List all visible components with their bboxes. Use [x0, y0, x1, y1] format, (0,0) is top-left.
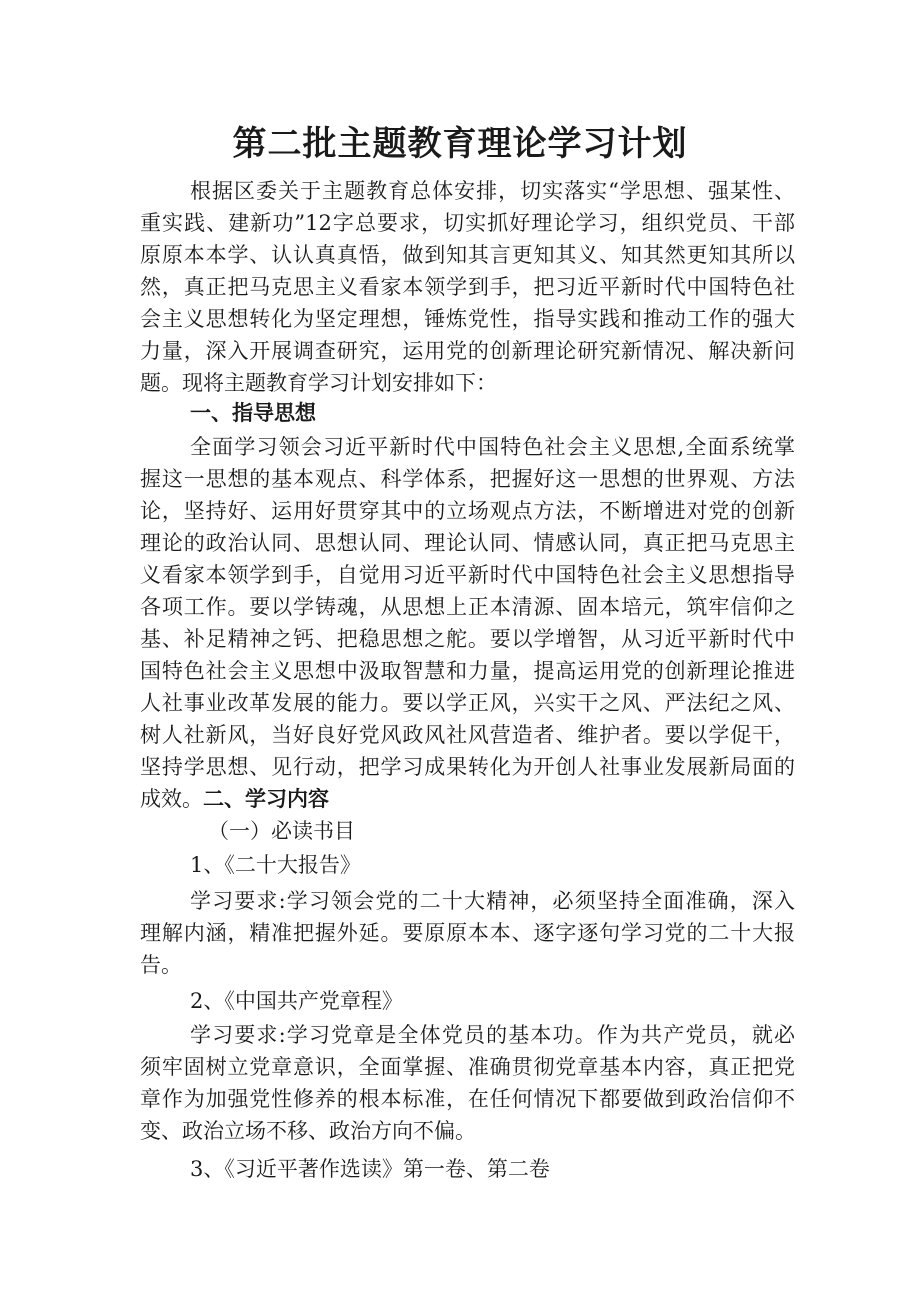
- body-line: 章作为加强党性修养的根本标准，在任何情况下都要做到政治信仰不: [140, 1087, 795, 1111]
- body-line: [140, 784, 795, 814]
- body-line: 坚持学思想、见行动，把学习成果转化为开创人社事业发展新局面的: [140, 755, 795, 779]
- body-line: 须牢固树立党章意识，全面掌握、准确贯彻党章基本内容，真正把党: [140, 1055, 795, 1079]
- body-line: 树人社新风，当好良好党风政风社风营造者、维护者。要以学促干，: [140, 723, 795, 747]
- body-line: 变、政治立场不移、政治方向不偏。: [140, 1119, 476, 1143]
- intro-line: 然，真正把马克思主义看家本领学到手，把习近平新时代中国特色社: [140, 275, 795, 299]
- page-title: 第二批主题教育理论学习计划: [232, 124, 688, 164]
- intro-line: 原原本本学、认认真真悟，做到知其言更知其义、知其然更知其所以: [140, 243, 795, 267]
- subsection-heading: （一）必读书目: [208, 819, 355, 843]
- body-line: 全面学习领会习近平新时代中国特色社会主义思想,全面系统掌: [190, 435, 795, 459]
- body-line: 基、补足精神之钙、把稳思想之舵。要以学增智，从习近平新时代中: [140, 627, 795, 651]
- body-line: 告。: [140, 953, 182, 977]
- body-line: 理解内涵，精准把握外延。要原原本本、逐字逐句学习党的二十大报: [140, 921, 795, 945]
- intro-line: 根据区委关于主题教育总体安排，切实落实“学思想、强某性、: [190, 179, 795, 203]
- body-line: 学习要求:学习党章是全体党员的基本功。作为共产党员，就必: [190, 1023, 795, 1047]
- body-line: 人社事业改革发展的能力。要以学正风，兴实干之风、严法纪之风、: [140, 691, 795, 715]
- intro-line: 力量，深入开展调查研究，运用党的创新理论研究新情况、解决新问: [140, 339, 795, 363]
- item-title: 1、《二十大报告》: [190, 853, 361, 877]
- body-line: 各项工作。要以学铸魂，从思想上正本清源、固本培元，筑牢信仰之: [140, 595, 795, 619]
- item-title: 2、《中国共产党章程》: [190, 989, 403, 1013]
- body-line: 国特色社会主义思想中汲取智慧和力量，提高运用党的创新理论推进: [140, 659, 795, 683]
- intro-line: 会主义思想转化为坚定理想，锤炼党性，指导实践和推动工作的强大: [140, 307, 795, 331]
- body-line: 论，坚持好、运用好贯穿其中的立场观点方法，不断增进对党的创新: [140, 499, 795, 523]
- intro-line: 重实践、建新功”12字总要求，切实抓好理论学习，组织党员、干部: [140, 211, 795, 235]
- body-line: 义看家本领学到手，自觉用习近平新时代中国特色社会主义思想指导: [140, 563, 795, 587]
- section-heading: 一、指导思想: [190, 401, 316, 425]
- body-line: 学习要求:学习领会党的二十大精神，必须坚持全面准确，深入: [190, 889, 795, 913]
- intro-line: 题。现将主题教育学习计划安排如下：: [140, 371, 497, 395]
- body-line: 理论的政治认同、思想认同、理论认同、情感认同，真正把马克思主: [140, 531, 795, 555]
- section-heading: 二、学习内容: [203, 787, 329, 811]
- body-line: 握这一思想的基本观点、科学体系，把握好这一思想的世界观、方法: [140, 467, 795, 491]
- body-line-end: 成效。: [140, 787, 203, 811]
- item-title: 3、《习近平著作选读》第一卷、第二卷: [190, 1157, 550, 1181]
